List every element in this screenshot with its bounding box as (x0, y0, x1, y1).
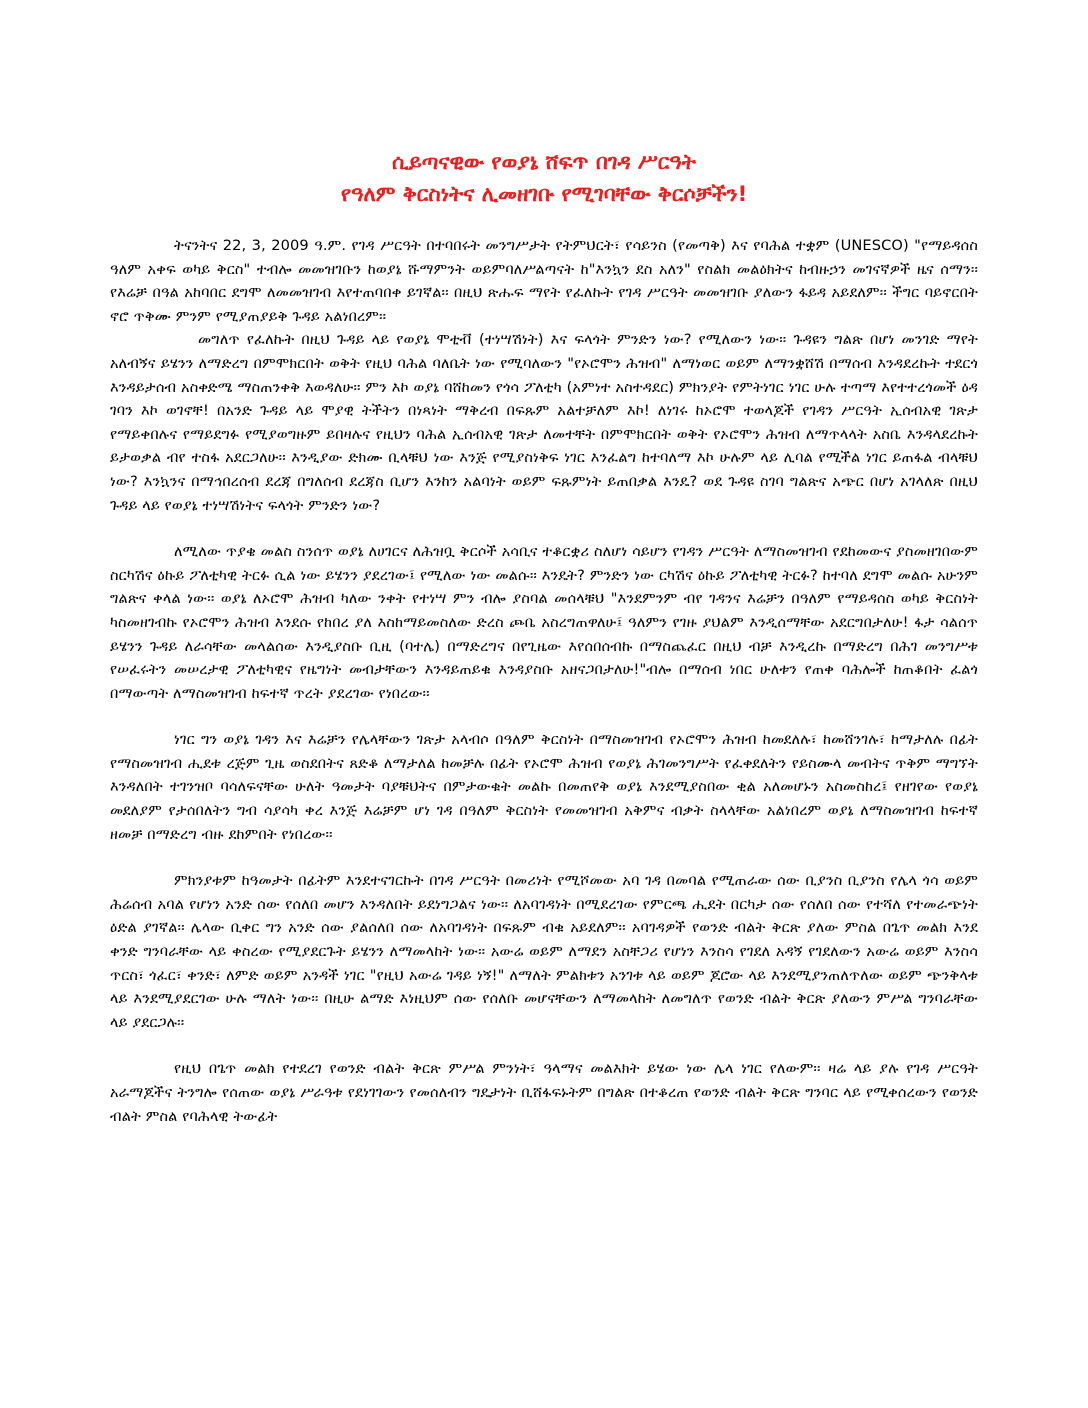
paragraph-4: ነገር ግን ወያኔ ገዳን እና እሬቻን የሌላቸውን ገጽታ አላብሶ በዓለም ቅርስነት በማስመዝገብ የኦሮሞን ሕዝብ ከመደለሉ፣ ከመሸንገሉ፣ ከማታለሉ በፊት የማስመዝገብ ሒደቱ ረጅም ጊዜ ወስደበትና ጸድቆ ለማታለል ከመቻሉ በፊት የኦሮሞ ሕዝብ የወያኔ ሕገመንግሥት የፈቀደለትን የይስሙላ መብትና ጥቅም ማግኘት እንዳለበት ተገንዝቦ ባሳለፍናቸው ሁለት ዓመታት ባያቹህትና በምታውቁት መልኩ በመጠየቅ ወያኔ እንደሚያስበው ቂል አለመሆኑን አስመስከረ፤ የዘገየው የወያኔ መደለያም የታሰበለትን ግብ ሳያሳካ ቀረ እንጅ እሬቻም ሆነ ገዳ በዓለም ቅርስነት የመመዝገብ አቅምና ብቃት ስላላቸው አልነበረም ወያኔ ለማስመዝገብ ከፍተኛ ዘመቻ በማድረግ ብዙ ደከምበት የነበረው፡፡ (110, 731, 978, 843)
title-line-1: ሲይጣናዊው የወያኔ ሸፍጥ በገዳ ሥርዓት (392, 150, 696, 174)
paragraph-1: ትናንትና 22, 3, 2009 ዓ.ም. የገዳ ሥርዓት በተባበሩት መንግሥታት የትምህርት፣ የሳይንስ (የመጣቅ) እና የባሕል ተቋም (UNESCO) "የማይዳሰስ ዓለም አቀፍ ወካይ ቅርስ" ተብሎ መመዝገቡን ከወያኔ ሹማምንት ወይምባለሥልጣናት ከ"እንኳን ደስ አለን" የስልክ መልዕክትና ከብዙኃን መገናኛዎች ዜና ሰማን፡፡ የእሬቻ በዓል አከባበር ደግሞ ለመመዝገብ እየተጠባበቀ ይገኛል፡፡ በዚህ ጽሑፍ ማየት የፈለኩት የገዳ ሥርዓት መመዝገቡ ያለውን ፋይዳ አይደለም፡፡ ችግር ባይኖርበት ኖሮ ጥቅሙ ምንም የሚያጠያይቅ ጉዳይ አልነበረም፡፡ (110, 237, 978, 325)
paragraph-3: ለሚለው ጥያቄ መልስ ስንሰጥ ወያኔ ለሀገርና ለሕዝቧ ቅርሶች አሳቢና ተቆርቋሪ ስለሆነ ሳይሆን የገዳን ሥርዓት ለማስመዝገብ የደከመውና ያስመዘገበውም ስርካሽና ዕኩይ ፖለቲካዊ ትርፉ ሲል ነው ይሄንን ያደረገው፤ የሚለው ነው መልሱ፡፡ እንዴት? ምንድን ነው ርካሽና ዕኩይ ፖለቲካዊ ትርፉ? ከተባለ ደግሞ መልሱ አሁንም ግልጽና ቀላል ነው፡፡ ወያኔ ለኦሮሞ ሕዝብ ካለው ንቀት የተነሣ ምን ብሎ ያስባል መሰላቹህ "እንደምንም ብየ ገዳንና እሬቻን በዓለም የማይዳሰስ ወካይ ቅርስነት ካስመዘገብኩ የኦሮሞን ሕዝብ እንደሱ የከበረ ያለ እስከማይመስለው ድረስ ጮቤ አስረግጠዋለሁ፤ ዓለምን የገዙ ያህልም እንዲሰማቸው አደርግበታለሁ! ፋታ ሳልሰጥ ይሄንን ጉዳይ ለራሳቸው መላልሰው እንዲያስቡ ቢዚ (ባተሌ) በማድረግና በየጊዜው እየሰበሰብኩ በማስጨፈር በዚህ ብቻ እንዲረኩ በማድረግ በሕገ መንግሥቱ የሠፈሩትን መሠረታዊ ፖለቲካዊና የዜግነት መብታቸውን እንዳይጠይቁ እንዳያስቡ አዘናጋበታለሁ!"ብሎ በማሰብ ነበር ሁለቱን የጠቀ ባሕሎች ከጠቆበት ፈልጎ በማውጣት ለማስመዝገብ ከፍተኛ ጥረት ያደረገው የነበረው፡፡ (110, 543, 978, 702)
title-line-2: የዓለም ቅርስነትና ሊመዘገቡ የሚገባቸው ቅርሶቻችን! (340, 182, 748, 206)
document-body (110, 234, 978, 1128)
paragraph-6: የዚህ በጌጥ መልክ የተደረገ የወንድ ብልት ቅርጽ ምሥል ምንነት፣ ዓላማና መልእክት ይሄው ነው ሌላ ነገር የለውም፡፡ ዛሬ ላይ ያሉ የገዳ ሥርዓት አራማጆችና ትንግሎ የሰጠው ወያኔ ሥራዓቱ የደነገገውን የመሰለብን ግዴታነት ቢሸፋፍኑትም በግልጽ በተቆረጠ የወንድ ብልት ቅርጽ ግንባር ላይ የሚቀሰረውን የወንድ ብልት ምስል የባሕላዊ ትውፊት (110, 1060, 978, 1125)
paragraph-2: መግለጥ የፈለኩት በዚህ ጉዳይ ላይ የወያኔ ሞቲቭ (ተነሣሽነት) እና ፍላጎት ምንድን ነው? የሚለውን ነው፡፡ ጉዳዩን ግልጽ በሆነ መንገድ ማየት አለብኝና ይሄንን ለማድረግ በምሞክርበት ወቅት የዚህ ባሕል ባለቤት ነው የሚባለውን "የኦሮሞን ሕዝብ" ለማነወር ወይም ለማንቋሸሽ በማሰብ እንዳደረኩት ተደርጎ እንዳይታሰብ አስቀድሜ ማስጠንቀቅ እወዳለሁ፡፡ ምን እኮ ወያኔ ባሸከመን የጎሳ ፖለቲካ (አምነተ አስተዳደር) ምክንያት የምትነገር ነገር ሁሉ ተጣማ እየተተረጎመች ዕዳ ገባን እኮ ወገኖቸ! በአንድ ጉዳይ ላይ ሞያዊ ትችትን በነጻነት ማቅረብ በፍጹም አልተቻለም እኮ! ለነገሩ ከኦሮሞ ተወላጆች የገዳን ሥርዓት ኢሰብአዊ ገጽታ የማይቀበሉና የማይደግፉ የሚያወግዙም ይበዛሉና የዚህን ባሕል ኢሰብአዊ ገጽታ ለመተቸት በምሞክርበት ወቅት የኦሮሞን ሕዝብ ለማጥላላት አስቤ እንዳላደረኩት ይታወቃል ብየ ተስፋ አደርጋለሁ፡፡ እንዲያው ድክሙ ቢላቹህ ነው እንጅ የሚያስነቅፍ ነገር እንፈልግ ከተባለማ እኮ ሁሉም ላይ ሊባል የሚችል ነገር ይጠፋል ብላቹህ ነው? እንኳንና በማኅበረሰብ ደረጃ በግለሰብ ደረጃስ ቢሆን እንከን አልባነት ወይም ፍጹምነት ይጠበቃል እንዴ? ወደ ጉዳዩ ስገባ ግልጽና አጭር በሆነ አገላለጽ በዚህ ጉዳይ ላይ የወያኔ ተነሣሽነትና ፍላጎት ምንድን ነው? (110, 331, 978, 514)
document-title (110, 146, 978, 210)
paragraph-5: ምክንያቱም ከዓመታት በፊትም እንደተናገርኩት በገዳ ሥርዓት በመሪነት የሚሾመው አባ ገዳ በመባል የሚጠራው ሰው ቢያንስ ቢያንስ የሌላ ጎሳ ወይም ሕሬሰብ አባል የሆነን አንድ ሰው የሰለበ መሆን እንዳለበት ይደነግጋልና ነው፡፡ ለአባገዳነት በሚደረገው የምርጫ ሒደት በርካታ ሰው የሰለበ ሰው የተሻለ የተመራጭነት ዕድል ያገኛል፡፡ ሌላው ቢቀር ግን አንድ ሰው ያልሰለበ ሰው ለአባገዳነት በፍጹም ብቁ አይደለም፡፡ አባገዳዎች የወንድ ብልት ቅርጽ ያለው ምስል በጌጥ መልክ እንደ ቀንድ ግንባራቸው ላይ ቀስረው የሚያደርጉት ይሄንን ለማመላከት ነው፡፡ አውሬ ወይም ለማደን አስቸጋሪ የሆነን እንስሳ የገደለ አዳኝ የገደለውን አውሬ ወይም እንስሳ ጥርስ፣ ጎፈር፣ ቀንድ፣ ለምድ ወይም አንዳች ነገር "የዚህ አውሬ ገዳይ ነኝ!" ለማለት ምልክቱን አንገቱ ላይ ወይም ጆሮው ላይ እንደሚያንጠለጥለው ወይም ጭንቅላቱ ላይ እንደሚያደርገው ሁሉ ማለት ነው፡፡ በዚሁ ልማድ እነዚህም ሰው የሰለቡ መሆናቸውን ለማመላከት ለመግለጥ የወንድ ብልት ቅርጽ ያለውን ምሥል ግንባራቸው ላይ ያደርጋሉ፡፡ (110, 872, 978, 1031)
